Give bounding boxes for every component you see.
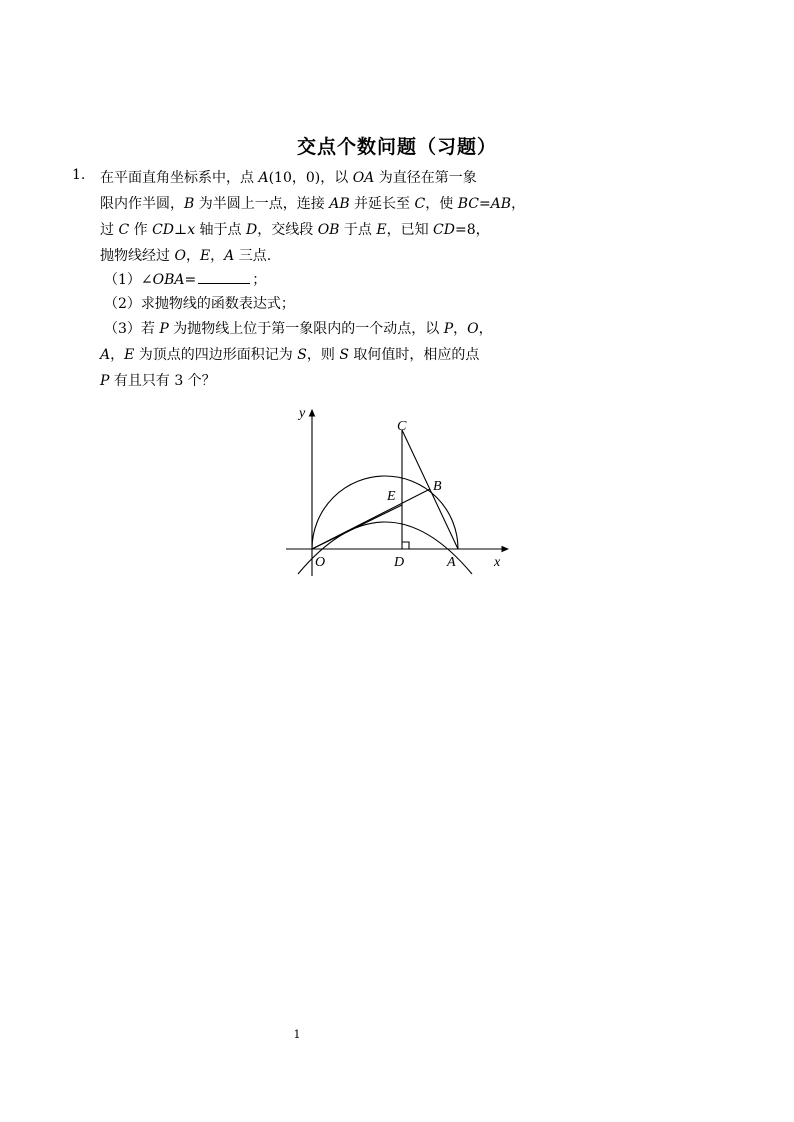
equation-bc-ab: BC=AB	[457, 196, 512, 212]
text: 为半圆上一点，连接	[194, 196, 330, 212]
right-angle-mark	[402, 542, 409, 549]
x-var: x	[187, 222, 196, 238]
text: =	[184, 272, 197, 288]
segment-oa: OA	[352, 170, 375, 186]
label-d: D	[394, 555, 405, 570]
question-2: （2）求抛物线的函数表达式；	[104, 296, 295, 312]
label-o: O	[315, 555, 326, 570]
text: 为抛物线上位于第一象限内的一个动点，以	[168, 321, 444, 337]
text: (10，0)，以	[268, 170, 353, 186]
text: ，使	[425, 196, 458, 212]
point-p: P	[443, 321, 454, 337]
point-p: P	[159, 321, 169, 337]
page-title: 交点个数问题（习题）	[296, 136, 497, 158]
text: ，	[110, 347, 125, 363]
text: 在平面直角坐标系中，点	[100, 170, 259, 186]
point-p: P	[100, 373, 110, 389]
area-s: S	[297, 347, 307, 363]
label-y: y	[299, 406, 306, 421]
label-e: E	[387, 489, 396, 504]
text: ，交线段	[257, 222, 318, 238]
text: 并延长至	[349, 196, 415, 212]
text: ，	[453, 321, 468, 337]
label-b: B	[433, 479, 442, 494]
point-e: E	[124, 347, 135, 363]
point-e: E	[199, 248, 211, 264]
point-o: O	[174, 248, 186, 264]
text: 于点	[339, 222, 377, 238]
point-o: O	[467, 321, 479, 337]
angle-oba: OBA	[152, 272, 185, 288]
segment-cd: CD	[433, 222, 455, 238]
segment-oe	[312, 505, 402, 549]
text: ，	[210, 248, 225, 264]
text: 限内作半圆，	[100, 196, 184, 212]
text: ，则	[306, 347, 340, 363]
segment-cd: CD	[152, 222, 175, 238]
point-a: A	[258, 170, 269, 186]
segment-ab: AB	[329, 196, 350, 212]
text: （1）∠	[104, 272, 153, 288]
text: 过	[100, 222, 119, 238]
text: 轴于点	[195, 222, 246, 238]
point-b: B	[184, 196, 195, 212]
text: ；	[252, 272, 267, 288]
point-a: A	[224, 248, 235, 264]
text: 为直径在第一象	[374, 170, 477, 186]
label-a: A	[447, 555, 456, 570]
text: ，	[478, 321, 493, 337]
point-c: C	[414, 196, 426, 212]
text: ，已知	[386, 222, 434, 238]
area-s: S	[339, 347, 349, 363]
segment-ob: OB	[317, 222, 340, 238]
text: 作	[129, 222, 153, 238]
text: （3）若	[104, 321, 160, 337]
text: 有且只有 3 个？	[109, 373, 216, 389]
text: ，	[185, 248, 200, 264]
label-x: x	[494, 555, 501, 570]
page-number: 1	[293, 1028, 301, 1041]
text: 为顶点的四边形面积记为	[134, 347, 298, 363]
segment-ac	[402, 430, 458, 549]
label-c: C	[397, 419, 407, 434]
perpendicular-symbol: ⊥	[174, 222, 188, 238]
problem-number: 1.	[72, 167, 86, 183]
text: 抛物线经过	[100, 248, 175, 264]
text: 三点.	[234, 248, 272, 264]
text: ，	[511, 196, 526, 212]
text: =8，	[454, 222, 490, 238]
text: 取何值时，相应的点	[348, 347, 480, 363]
point-c: C	[118, 222, 130, 238]
point-d: D	[246, 222, 258, 238]
point-e: E	[376, 222, 387, 238]
point-a: A	[100, 347, 111, 363]
